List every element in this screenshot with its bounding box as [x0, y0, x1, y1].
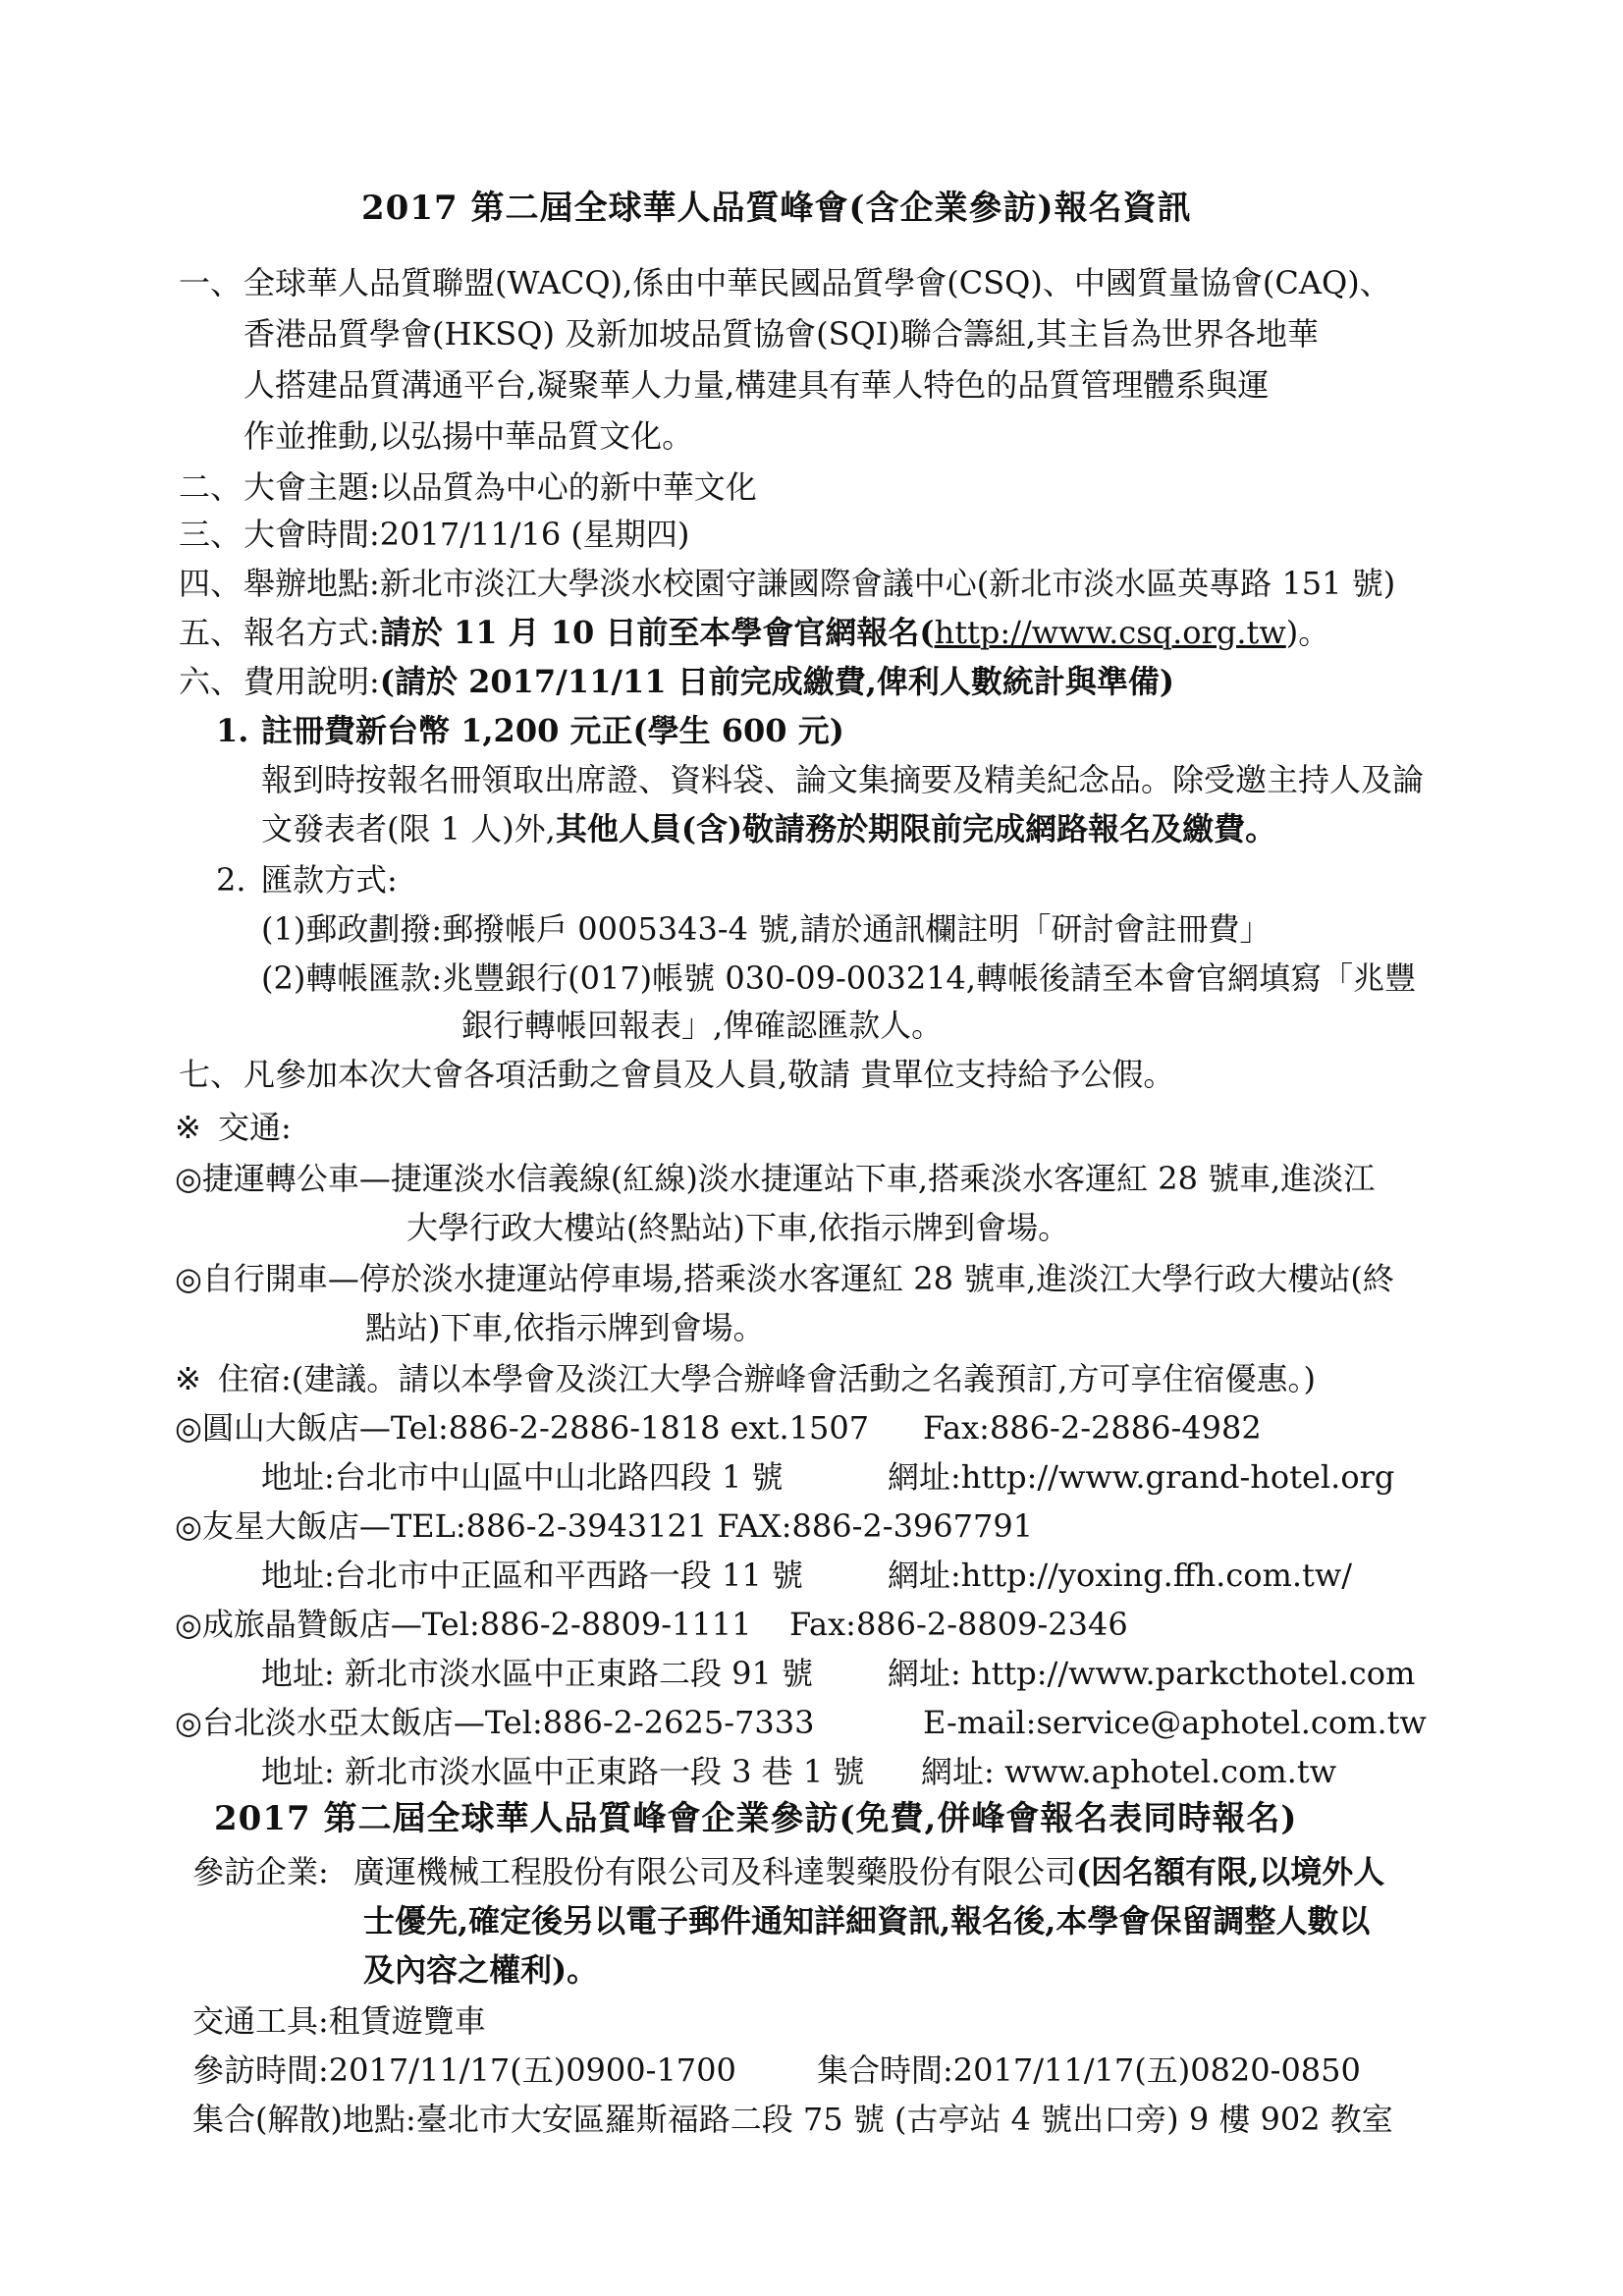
item-4-number: 四、: [179, 565, 243, 602]
registration-link[interactable]: http://www.csq.org.tw: [934, 614, 1286, 651]
fee-1-line-1: 報到時按報名冊領取出席證、資料袋、論文集摘要及精美紀念品。除受邀主持人及論: [261, 761, 1425, 798]
visit-companies: [353, 1850, 1384, 1893]
hotel-1-address: 地址:台北市中山區中山北路四段 1 號: [261, 1458, 784, 1496]
visit-transport: 交通工具:租賃遊覽車: [192, 2002, 486, 2040]
visit-note-3: 及內容之權利)。: [363, 1951, 599, 1989]
fee-2-transfer-line-1: (2)轉帳匯款:兆豐銀行(017)帳號 030-09-003214,轉帳後請至本會官網填寫「兆豐: [261, 959, 1417, 997]
item-1-number: 一、: [179, 264, 243, 301]
traffic-mark: ※: [175, 1109, 201, 1146]
lodging-heading: 住宿:(建議。請以本學會及淡江大學合辦峰會活動之名義預訂,方可享住宿優惠。): [218, 1360, 1316, 1397]
item-3-number: 三、: [179, 516, 243, 553]
fee-2-transfer-line-2: 銀行轉帳回報表」,俾確認匯款人。: [461, 1007, 944, 1044]
item-5-tail: )。: [1285, 614, 1330, 651]
traffic-drive-line-1: ◎自行開車—停於淡水捷運站停車場,搭乘淡水客運紅 28 號車,進淡江大學行政大樓站(終: [175, 1260, 1394, 1297]
item-5-deadline: 請於 11 月 10 日前至本學會官網報名(: [379, 614, 935, 651]
item-6-fees: [243, 660, 1174, 703]
item-2-number: 二、: [179, 468, 243, 506]
hotel-4-phone: ◎台北淡水亞太飯店—Tel:886-2-2625-7333: [175, 1704, 815, 1741]
item-1-line-4: 作並推動,以弘揚中華品質文化。: [243, 417, 694, 455]
visit-note-2: 士優先,確定後另以電子郵件通知詳細資訊,報名後,本學會保留調整人數以: [363, 1902, 1371, 1940]
item-1-line-1: 全球華人品質聯盟(WACQ),係由中華民國品質學會(CSQ)、中國質量協會(CAQ)、: [243, 264, 1391, 301]
item-2-theme: 大會主題:以品質為中心的新中華文化: [243, 468, 757, 506]
traffic-mrt-line-1: ◎捷運轉公車—捷運淡水信義線(紅線)淡水捷運站下車,搭乘淡水客運紅 28 號車,進淡江: [175, 1160, 1376, 1197]
hotel-3-address: 地址: 新北市淡水區中正東路二段 91 號: [261, 1655, 814, 1692]
fee-2-postal: (1)郵政劃撥:郵撥帳戶 0005343-4 號,請於通訊欄註明「研討會註冊費」: [261, 910, 1271, 948]
fee-1-line-2: [261, 807, 1276, 850]
fee-1-line-2-bold: 其他人員(含)敬請務於期限前完成網路報名及繳費。: [555, 810, 1277, 847]
visit-gather-time: 集合時間:2017/11/17(五)0820-0850: [817, 2051, 1361, 2089]
visit-note-1: (因名額有限,以境外人: [1076, 1853, 1385, 1890]
hotel-4-email[interactable]: E-mail:service@aphotel.com.tw: [923, 1704, 1427, 1741]
fee-1-number: 1.: [216, 712, 249, 749]
hotel-2-website[interactable]: 網址:http://yoxing.ffh.com.tw/: [888, 1557, 1353, 1594]
item-6-deadline: (請於 2017/11/11 日前完成繳費,俾利人數統計與準備): [379, 663, 1175, 700]
hotel-4-address: 地址: 新北市淡水區中正東路一段 3 巷 1 號: [261, 1753, 865, 1790]
hotel-1-phone: ◎圓山大飯店—Tel:886-2-2886-1818 ext.1507: [175, 1409, 870, 1447]
item-1-line-2: 香港品質學會(HKSQ) 及新加坡品質協會(SQI)聯合籌組,其主旨為世界各地華: [243, 315, 1320, 353]
item-7-leave: 凡參加本次大會各項活動之會員及人員,敬請 貴單位支持給予公假。: [243, 1056, 1175, 1093]
item-6-label: 費用說明:: [243, 663, 380, 700]
item-7-number: 七、: [179, 1056, 243, 1093]
fee-2-heading: 匯款方式:: [261, 861, 398, 899]
fee-2-number: 2.: [216, 861, 246, 899]
item-6-number: 六、: [179, 663, 243, 700]
visit-title: 2017 第二屆全球華人品質峰會企業參訪(免費,併峰會報名表同時報名): [214, 1799, 1298, 1838]
visit-label: 參訪企業:: [192, 1853, 329, 1890]
item-3-date: 大會時間:2017/11/16 (星期四): [243, 516, 690, 553]
hotel-4-website[interactable]: 網址: www.aphotel.com.tw: [921, 1753, 1337, 1790]
fee-1-heading: 註冊費新台幣 1,200 元正(學生 600 元): [261, 712, 844, 749]
item-4-venue: 舉辦地點:新北市淡江大學淡水校園守謙國際會議中心(新北市淡水區英專路 151 號): [243, 565, 1396, 602]
hotel-2-address: 地址:台北市中正區和平西路一段 11 號: [261, 1557, 803, 1594]
visit-place: 集合(解散)地點:臺北市大安區羅斯福路二段 75 號 (古亭站 4 號出口旁) 9 樓 902 教室: [192, 2101, 1393, 2138]
hotel-1-fax: Fax:886-2-2886-4982: [923, 1409, 1262, 1447]
hotel-1-website[interactable]: 網址:http://www.grand-hotel.org: [888, 1458, 1395, 1496]
visit-time: 參訪時間:2017/11/17(五)0900-1700: [192, 2051, 736, 2089]
traffic-mrt-line-2: 大學行政大樓站(終點站)下車,依指示牌到會場。: [406, 1209, 1070, 1246]
traffic-heading: 交通:: [218, 1109, 292, 1146]
lodging-mark: ※: [175, 1360, 201, 1397]
visit-company-names: 廣運機械工程股份有限公司及科達製藥股份有限公司: [353, 1853, 1077, 1890]
hotel-2-phone: ◎友星大飯店—TEL:886-2-3943121 FAX:886-2-3967791: [175, 1507, 1034, 1545]
page-title: 2017 第二屆全球華人品質峰會(含企業參訪)報名資訊: [361, 189, 1192, 228]
item-5-registration: [243, 611, 1329, 654]
hotel-3-website[interactable]: 網址: http://www.parkcthotel.com: [888, 1655, 1416, 1692]
traffic-drive-line-2: 點站)下車,依指示牌到會場。: [365, 1309, 765, 1346]
item-1-line-3: 人搭建品質溝通平台,凝聚華人力量,構建具有華人特色的品質管理體系與運: [243, 366, 1270, 404]
hotel-3-phone: ◎成旅晶贊飯店—Tel:886-2-8809-1111: [175, 1606, 752, 1643]
item-5-label: 報名方式:: [243, 614, 380, 651]
hotel-3-fax: Fax:886-2-8809-2346: [789, 1606, 1128, 1643]
item-5-number: 五、: [179, 614, 243, 651]
fee-1-line-2-normal: 文發表者(限 1 人)外,: [261, 810, 556, 847]
